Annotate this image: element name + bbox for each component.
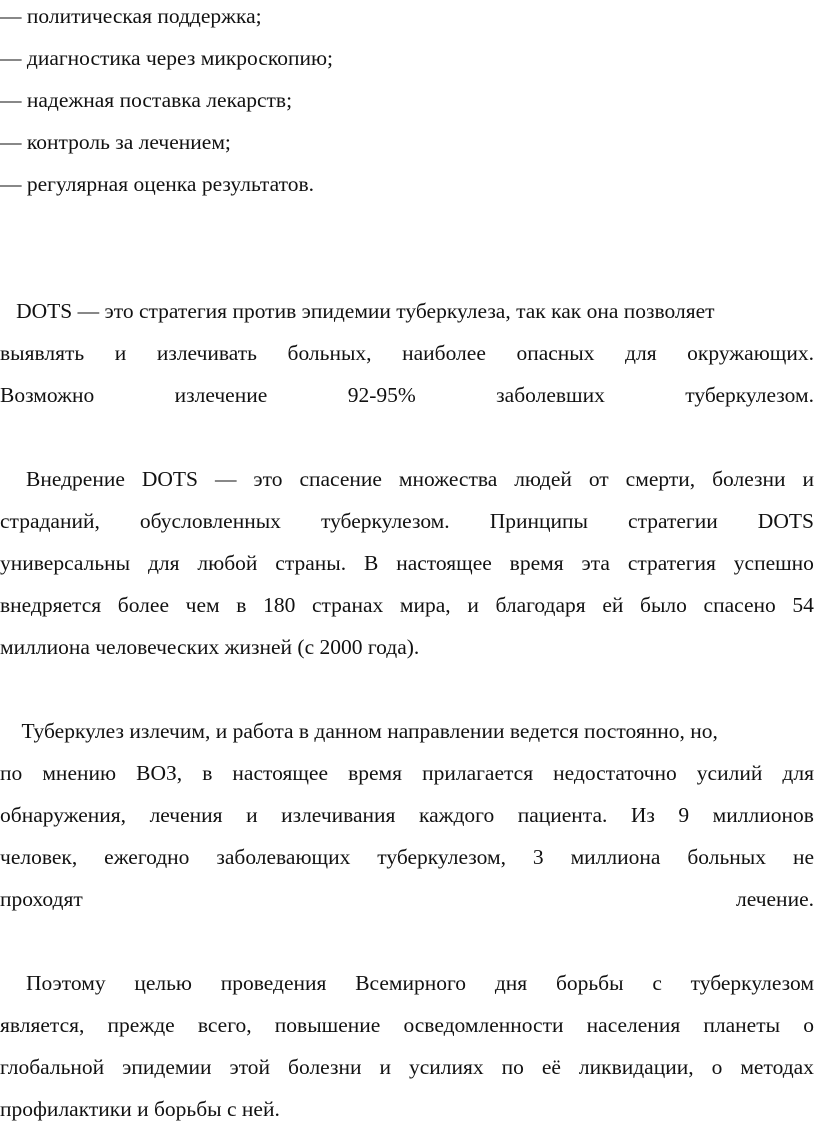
word: Возможно: [0, 383, 95, 407]
word: странах: [311, 593, 384, 617]
word: целью: [134, 971, 192, 995]
word: и: [802, 467, 814, 491]
paragraph-line: [26, 967, 814, 999]
word: и: [114, 341, 127, 365]
word: 54: [792, 593, 814, 617]
word: болезни: [288, 1055, 362, 1079]
word: DOTS: [141, 467, 199, 491]
word: глобальной: [0, 1055, 105, 1079]
list-item: — надежная поставка лекарств;: [0, 88, 293, 112]
word: ВОЗ,: [136, 761, 183, 785]
word: обнаружения,: [0, 803, 127, 827]
word: спасение: [299, 467, 382, 491]
paragraph-line: [0, 799, 814, 831]
word: DOTS: [757, 509, 814, 533]
word: благодаря: [495, 593, 586, 617]
word: окружающих.: [687, 341, 814, 365]
word: заболевающих: [216, 845, 351, 869]
paragraph-line: миллиона человеческих жизней (с 2000 года).: [0, 635, 420, 659]
word: мнению: [42, 761, 117, 785]
word: методах: [740, 1055, 814, 1079]
word: излечивать: [156, 341, 257, 365]
word: Внедрение: [26, 467, 125, 491]
word: дня: [494, 971, 528, 995]
word: лечение.: [735, 887, 814, 911]
word: проведения: [220, 971, 327, 995]
paragraph-line: [0, 505, 814, 537]
paragraph-line: [0, 1009, 814, 1041]
word: каждого: [418, 803, 495, 827]
paragraph-line: [0, 841, 814, 873]
word: время: [509, 551, 564, 575]
word: 3: [532, 845, 544, 869]
word: недостаточно: [553, 761, 677, 785]
word: пациента.: [517, 803, 608, 827]
paragraph-line: [0, 337, 814, 369]
word: —: [214, 467, 237, 491]
list-item: — политическая поддержка;: [0, 4, 262, 28]
word: для: [147, 551, 180, 575]
word: универсальны: [0, 551, 131, 575]
word: планеты: [703, 1013, 781, 1037]
word: Из: [630, 803, 655, 827]
word: в: [202, 761, 213, 785]
word: для: [625, 341, 657, 365]
word: борьбы: [555, 971, 624, 995]
word: внедряется: [0, 593, 102, 617]
word: мира,: [399, 593, 451, 617]
word: в: [236, 593, 247, 617]
word: прежде: [107, 1013, 175, 1037]
word: 180: [263, 593, 296, 617]
paragraph-line: [26, 463, 814, 495]
word: всего,: [197, 1013, 252, 1037]
word: настоящее: [396, 551, 492, 575]
word: более: [117, 593, 170, 617]
list-item: — регулярная оценка результатов.: [0, 172, 314, 196]
word: Поэтому: [26, 971, 106, 995]
word: усилий: [696, 761, 763, 785]
word: было: [640, 593, 687, 617]
word: страны.: [275, 551, 347, 575]
word: стратегии: [628, 509, 718, 533]
paragraph-line: [0, 1051, 814, 1083]
word: туберкулезом,: [377, 845, 506, 869]
word: с: [652, 971, 662, 995]
word: эпидемии: [122, 1055, 212, 1079]
word: и: [379, 1055, 391, 1079]
word: ежегодно: [104, 845, 190, 869]
word: смерти,: [625, 467, 696, 491]
word: излечивания: [281, 803, 396, 827]
word: населения: [586, 1013, 681, 1037]
word: человек,: [0, 845, 78, 869]
word: усилиях: [408, 1055, 484, 1079]
list-item: — контроль за лечением;: [0, 130, 231, 154]
word: туберкулезом.: [320, 509, 450, 533]
word: чем: [185, 593, 220, 617]
word: миллионов: [712, 803, 814, 827]
word: Всемирного: [355, 971, 467, 995]
word: лечения: [149, 803, 223, 827]
paragraph-line: [0, 547, 814, 579]
paragraph-line: [0, 379, 814, 411]
word: и: [246, 803, 258, 827]
word: по: [0, 761, 23, 785]
word: от: [588, 467, 609, 491]
word: успешно: [733, 551, 814, 575]
paragraph-line: DOTS — это стратегия против эпидемии туберкулеза, так как она позволяет: [0, 299, 715, 323]
word: осведомленности: [403, 1013, 564, 1037]
paragraph-line: [0, 757, 814, 789]
word: 9: [678, 803, 690, 827]
word: настоящее: [232, 761, 328, 785]
word: является,: [0, 1013, 85, 1037]
word: стратегия: [627, 551, 716, 575]
word: 92-95%: [347, 383, 416, 407]
word: ликвидации,: [578, 1055, 694, 1079]
word: спасено: [703, 593, 776, 617]
word: это: [253, 467, 283, 491]
list-item: — диагностика через микроскопию;: [0, 46, 334, 70]
word: о: [803, 1013, 814, 1037]
word: людей: [514, 467, 572, 491]
word: заболевших: [496, 383, 605, 407]
word: наиболее: [402, 341, 486, 365]
word: выявлять: [0, 341, 85, 365]
word: туберкулезом: [690, 971, 814, 995]
paragraph-line: [0, 883, 814, 915]
word: больных,: [287, 341, 372, 365]
word: обусловленных: [139, 509, 281, 533]
word: множества: [398, 467, 498, 491]
word: В: [364, 551, 379, 575]
word: эта: [581, 551, 610, 575]
word: время: [348, 761, 403, 785]
word: проходят: [0, 887, 83, 911]
word: не: [792, 845, 814, 869]
word: миллиона: [570, 845, 661, 869]
word: ей: [602, 593, 624, 617]
word: её: [541, 1055, 561, 1079]
word: повышение: [274, 1013, 381, 1037]
word: опасных: [516, 341, 595, 365]
paragraph-line: профилактики и борьбы с ней.: [0, 1097, 280, 1121]
word: страданий,: [0, 509, 100, 533]
word: этой: [229, 1055, 271, 1079]
word: любой: [197, 551, 258, 575]
word: и: [467, 593, 479, 617]
paragraph-line: Туберкулез излечим, и работа в данном направлении ведется постоянно, но,: [0, 719, 718, 743]
word: прилагается: [422, 761, 534, 785]
word: больных: [687, 845, 767, 869]
word: болезни: [712, 467, 786, 491]
paragraph-line: [0, 589, 814, 621]
word: излечение: [174, 383, 268, 407]
word: о: [711, 1055, 723, 1079]
word: туберкулезом.: [685, 383, 814, 407]
word: для: [782, 761, 814, 785]
word: по: [501, 1055, 524, 1079]
word: Принципы: [489, 509, 588, 533]
